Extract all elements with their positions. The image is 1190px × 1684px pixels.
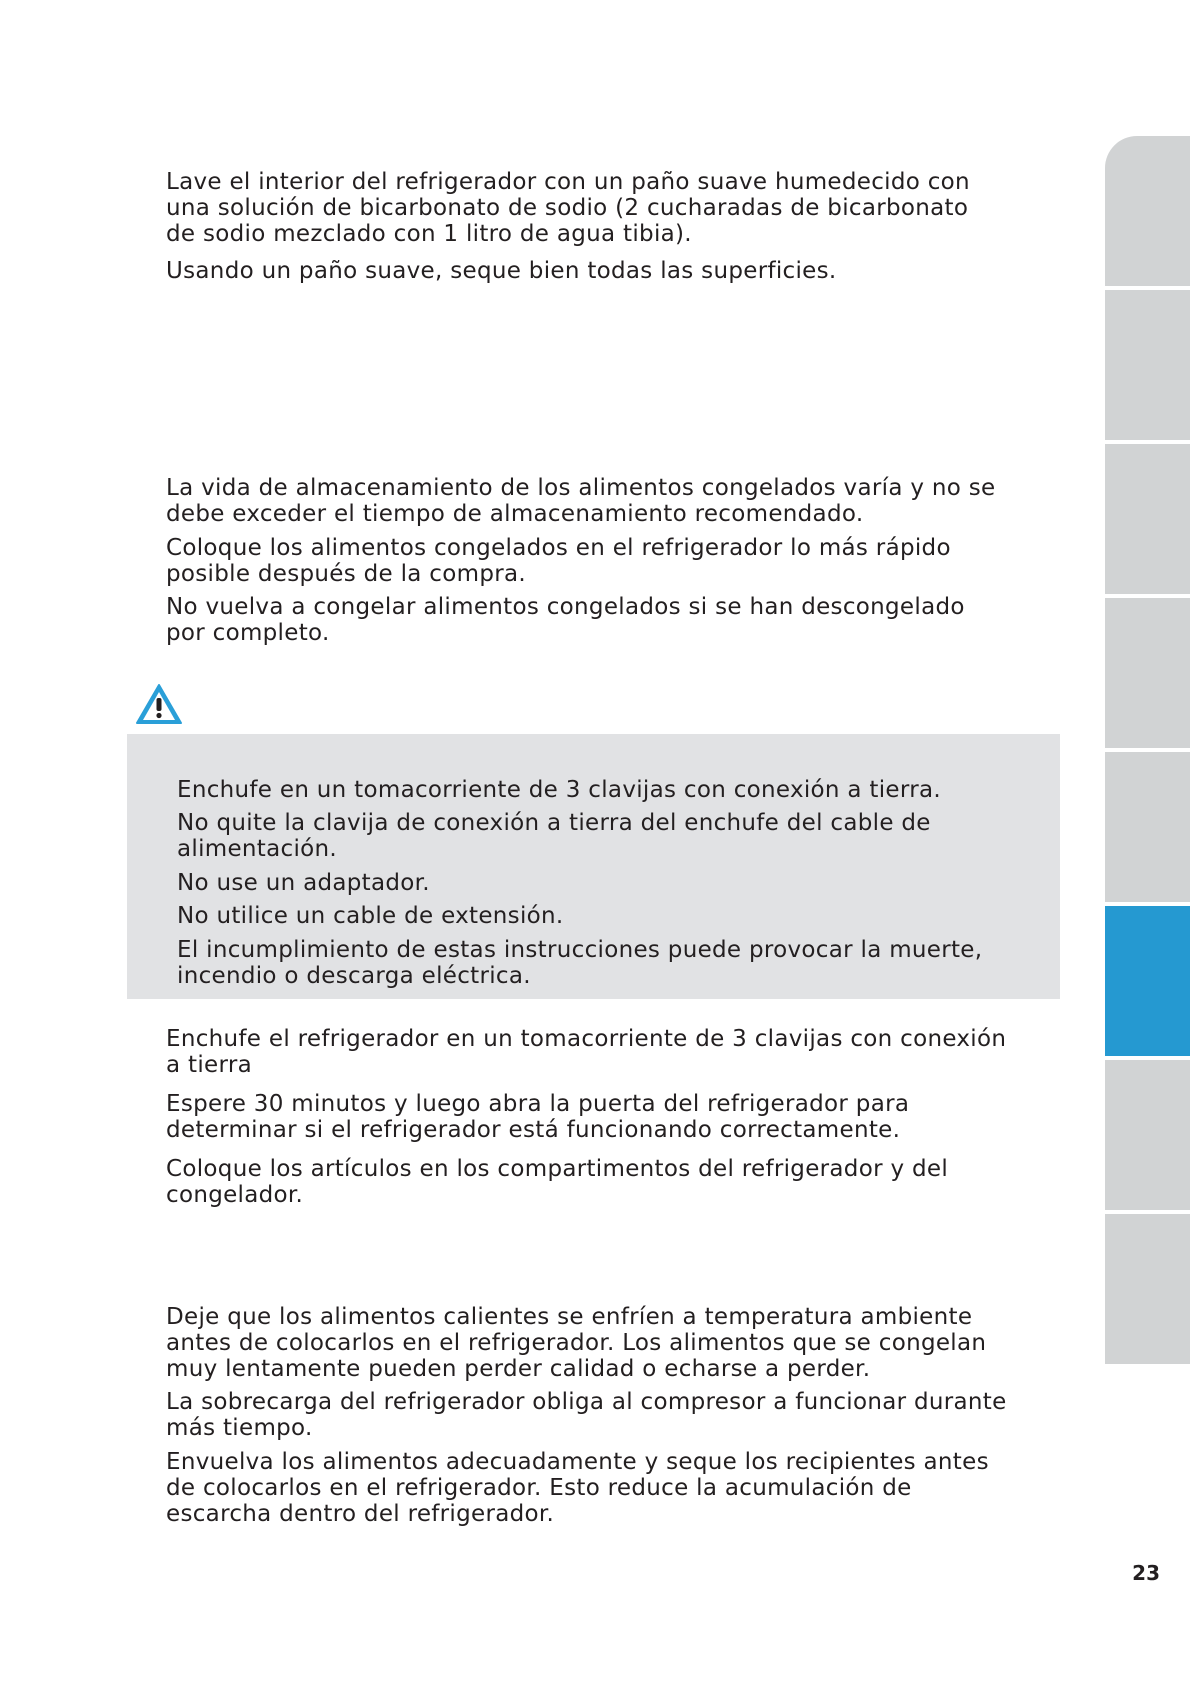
exclamation-dot (156, 713, 161, 718)
chapter-tab (1105, 1214, 1190, 1364)
chapter-tab (1105, 1060, 1190, 1210)
chapter-tab (1105, 444, 1190, 594)
paragraph (166, 475, 995, 527)
paragraph (166, 1389, 1007, 1441)
text-line: determinar si el refrigerador está funcionando correctamente. (166, 1117, 901, 1143)
text-line: La vida de almacenamiento de los alimentos congelados varía y no se (166, 475, 996, 501)
chapter-tabs (1105, 136, 1190, 1430)
paragraph (166, 1026, 1006, 1078)
warning-paragraph (177, 903, 564, 929)
text-line: Coloque los artículos en los compartimentos del refrigerador y del (166, 1156, 949, 1182)
text-line: Enchufe en un tomacorriente de 3 clavijas con conexión a tierra. (177, 777, 941, 803)
chapter-tab (1105, 598, 1190, 748)
text-line: Envuelva los alimentos adecuadamente y seque los recipientes antes (166, 1449, 989, 1475)
text-line: No quite la clavija de conexión a tierra del enchufe del cable de (177, 810, 931, 836)
text-line: posible después de la compra. (166, 561, 526, 587)
text-line: escarcha dentro del refrigerador. (166, 1501, 555, 1527)
warning-paragraph (177, 777, 941, 803)
text-line: No use un adaptador. (177, 870, 430, 896)
text-line: muy lentamente pueden perder calidad o echarse a perder. (166, 1356, 871, 1382)
chapter-tab (1105, 290, 1190, 440)
paragraph (166, 594, 965, 646)
text-line: por completo. (166, 620, 330, 646)
warning-paragraph (177, 937, 982, 989)
paragraph (166, 1449, 989, 1527)
paragraph (166, 258, 837, 284)
text-line: Lave el interior del refrigerador con un paño suave humedecido con (166, 169, 970, 195)
exclamation-bar (157, 698, 162, 711)
text-line: Enchufe el refrigerador en un tomacorriente de 3 clavijas con conexión (166, 1026, 1007, 1052)
text-line: una solución de bicarbonato de sodio (2 cucharadas de bicarbonato (166, 195, 969, 221)
text-line: El incumplimiento de estas instrucciones puede provocar la muerte, (177, 937, 983, 963)
text-line: No utilice un cable de extensión. (177, 903, 564, 929)
text-line: incendio o descarga eléctrica. (177, 963, 531, 989)
text-line: de sodio mezclado con 1 litro de agua tibia). (166, 221, 692, 247)
text-line: Coloque los alimentos congelados en el refrigerador lo más rápido (166, 535, 951, 561)
text-line: más tiempo. (166, 1415, 313, 1441)
warning-triangle-icon (135, 683, 183, 725)
warning-paragraph (177, 870, 430, 896)
page-number: 23 (1132, 1561, 1160, 1585)
text-line: Espere 30 minutos y luego abra la puerta del refrigerador para (166, 1091, 910, 1117)
text-line: congelador. (166, 1182, 304, 1208)
text-line: La sobrecarga del refrigerador obliga al compresor a funcionar durante (166, 1389, 1007, 1415)
text-line: antes de colocarlos en el refrigerador. Los alimentos que se congelan (166, 1330, 987, 1356)
warning-paragraph (177, 810, 931, 862)
chapter-tab-active (1105, 906, 1190, 1056)
paragraph (166, 169, 970, 247)
text-line: Deje que los alimentos calientes se enfríen a temperatura ambiente (166, 1304, 973, 1330)
chapter-tab (1105, 136, 1190, 286)
paragraph (166, 1156, 948, 1208)
text-line: alimentación. (177, 836, 338, 862)
paragraph (166, 1304, 986, 1382)
chapter-tab (1105, 752, 1190, 902)
text-line: debe exceder el tiempo de almacenamiento recomendado. (166, 501, 864, 527)
text-line: a tierra (166, 1052, 252, 1078)
paragraph (166, 535, 951, 587)
text-line: Usando un paño suave, seque bien todas las superficies. (166, 258, 837, 284)
text-line: de colocarlos en el refrigerador. Esto reduce la acumulación de (166, 1475, 912, 1501)
paragraph (166, 1091, 909, 1143)
text-line: No vuelva a congelar alimentos congelados si se han descongelado (166, 594, 965, 620)
